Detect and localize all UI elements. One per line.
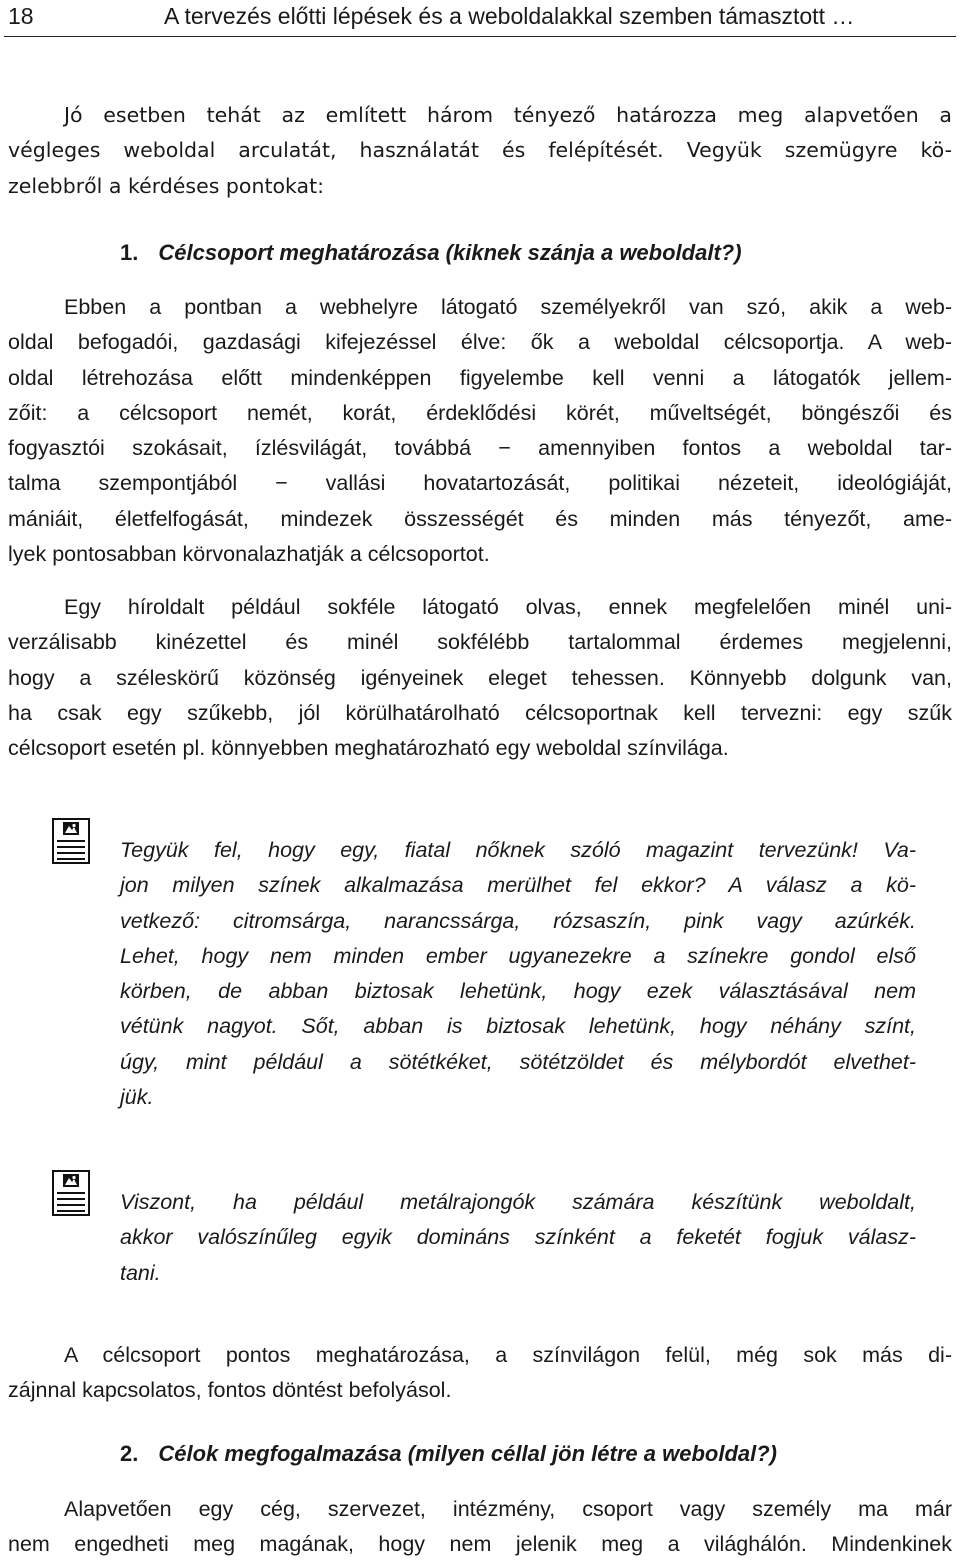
paragraph-line: célcsoport esetén pl. könnyebben meghatározható egy weboldal színvilága. (8, 736, 729, 761)
note-line: Lehet, hogy nem minden ember ugyanezekre a színekre gondol első (120, 943, 916, 968)
paragraph-line: talma szempontjából − vallási hovatartozását, politikai nézeteit, ideológiáját, (8, 471, 952, 496)
paragraph-line: ha csak egy szűkebb, jól körülhatárolható célcsoportnak kell tervezni: egy szűk (8, 700, 952, 725)
paragraph-line: Ebben a pontban a webhelyre látogató személyekről van szó, akik a web- (64, 295, 952, 319)
note-line: úgy, mint például a sötétkéket, sötétzöldet és mélybordót elvethet- (120, 1049, 916, 1074)
note-document-icon (52, 1170, 90, 1216)
note-paragraph (120, 1185, 916, 1291)
paragraph-line: Alapvetően egy cég, szervezet, intézmény, csoport vagy személy ma már (64, 1497, 952, 1521)
section-heading-1 (120, 240, 742, 266)
paragraph-line: oldal befogadói, gazdasági kifejezéssel élve: ők a weboldal célcsoportja. A web- (8, 330, 952, 355)
note-line: jük. (120, 1085, 154, 1110)
note-line: vetkező: citromsárga, narancssárga, rózsaszín, pink vagy azúrkék. (120, 908, 916, 933)
note-document-icon (52, 818, 90, 864)
note-line: körben, de abban biztosak lehetünk, hogy ezek választásával nem (120, 979, 916, 1004)
note-line: vétünk nagyot. Sőt, abban is biztosak lehetünk, hogy néhány színt, (120, 1014, 916, 1039)
note-line: Tegyük fel, hogy egy, fiatal nőknek szóló magazint tervezünk! Va- (120, 838, 916, 862)
intro-line: végleges weboldal arculatát, használatát és felépítését. Vegyük szemügyre kö- (8, 138, 952, 163)
section-title: Célok megfogalmazása (milyen céllal jön létre a weboldal?) (158, 1441, 777, 1466)
paragraph-line: oldal létrehozása előtt mindenképpen figyelembe kell venni a látogatók jellem- (8, 365, 952, 390)
paragraph-line: hogy a széleskörű közönség igényeinek eleget tehessen. Könnyebb dolgunk van, (8, 665, 952, 690)
paragraph-line: mániáit, életfelfogását, mindezek összességét és minden más tényezőt, ame- (8, 506, 952, 531)
paragraph-line: fogyasztói szokásait, ízlésvilágát, továbbá − amennyiben fontos a weboldal tar- (8, 436, 952, 461)
intro-paragraph (8, 98, 952, 204)
body-paragraph (8, 290, 952, 572)
paragraph-line: verzálisabb kinézettel és minél sokfélébb tartalommal érdemes megjelenni, (8, 630, 952, 655)
paragraph-line: nem engedheti meg magának, hogy nem jelenik meg a világhálón. Mindenkinek (8, 1532, 952, 1557)
paragraph-line: zájnnal kapcsolatos, fontos döntést befolyásol. (8, 1378, 452, 1403)
note-line: jon milyen színek alkalmazása merülhet fel ekkor? A válasz a kö- (120, 873, 916, 898)
paragraph-line: A célcsoport pontos meghatározása, a színvilágon felül, még sok más di- (64, 1343, 952, 1367)
page-header (4, 0, 956, 37)
body-paragraph (8, 590, 952, 766)
paragraph-line: Egy híroldalt például sokféle látogató olvas, ennek megfelelően minél uni- (64, 595, 952, 619)
note-line: tani. (120, 1260, 161, 1285)
note-paragraph (120, 833, 916, 1115)
paragraph-line: lyek pontosabban körvonalazhatják a célcsoportot. (8, 542, 490, 567)
note-line: Viszont, ha például metálrajongók számára készítünk weboldalt, (120, 1190, 916, 1214)
section-title: Célcsoport meghatározása (kiknek szánja a weboldalt?) (158, 240, 742, 265)
body-paragraph (8, 1492, 952, 1563)
paragraph-line: zőit: a célcsoport nemét, korát, érdeklődési körét, műveltségét, böngészői és (8, 400, 952, 425)
section-number: 1. (120, 240, 139, 265)
running-title: A tervezés előtti lépések és a weboldalakkal szemben támasztott … (164, 3, 855, 29)
intro-line: zelebbről a kérdéses pontokat: (8, 173, 325, 198)
note-line: akkor valószínűleg egyik domináns színként a feketét fogjuk válasz- (120, 1225, 916, 1250)
intro-line: Jó esetben tehát az említett három tényező határozza meg alapvetően a (64, 103, 952, 127)
section-heading-2 (120, 1441, 777, 1467)
section-number: 2. (120, 1441, 139, 1466)
page-number: 18 (8, 3, 34, 29)
body-paragraph (8, 1338, 952, 1409)
